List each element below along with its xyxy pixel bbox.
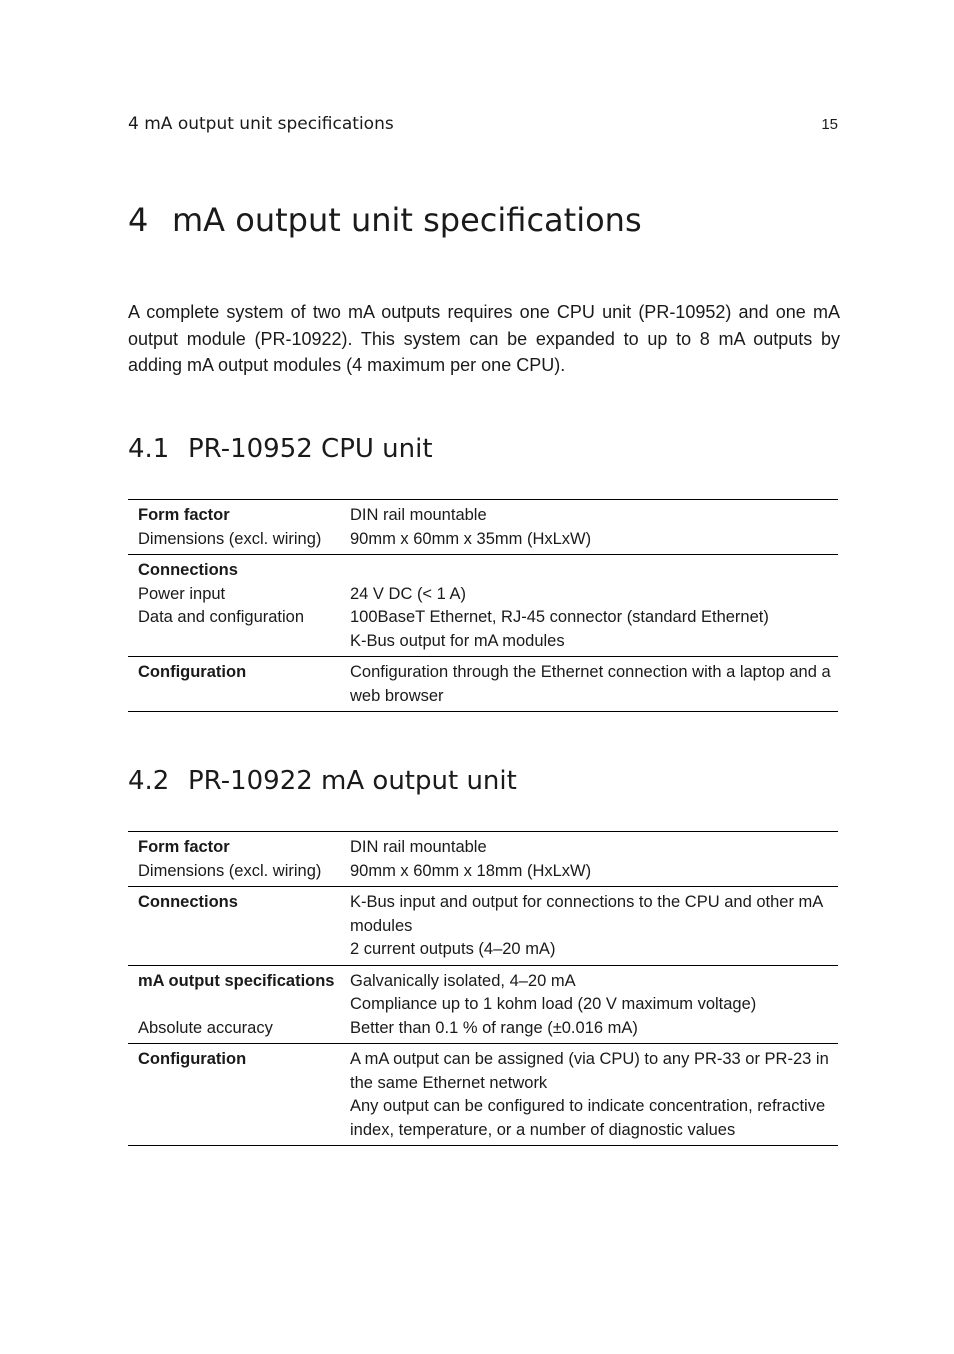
section-title-ma-output-unit [128, 766, 517, 796]
spec-key-cell [128, 500, 350, 555]
spec-key: Dimensions (excl. wiring) [138, 529, 322, 548]
spec-value-cell [350, 832, 838, 887]
spec-key: Configuration [138, 1050, 247, 1068]
section-title-cpu-unit [128, 434, 433, 464]
spec-table-cpu-unit [128, 499, 838, 712]
running-header [128, 114, 838, 134]
intro-paragraph: A complete system of two mA outputs requires one CPU unit (PR-10952) and one mA output module (PR-10922). This system can be expanded to up to 8 mA outputs by adding mA output modules (4 maximum per one CPU). [128, 302, 840, 375]
spec-key: Connections [138, 561, 238, 579]
spec-value: Galvanically isolated, 4–20 mA [350, 971, 576, 990]
chapter-title [128, 201, 642, 239]
spec-value: 90mm x 60mm x 18mm (HxLxW) [350, 861, 592, 880]
spec-key: Form factor [138, 838, 230, 856]
spec-table-ma-output-unit [128, 831, 838, 1146]
spec-value [350, 559, 838, 583]
chapter-title-text: mA output unit specifications [172, 201, 642, 239]
section-title-text: PR-10922 mA output unit [188, 766, 517, 796]
spec-row [128, 965, 838, 1044]
spec-key-cell [128, 1044, 350, 1146]
spec-key: Form factor [138, 506, 230, 524]
chapter-number: 4 [128, 201, 149, 239]
running-title: 4 mA output unit specifications [128, 114, 394, 134]
section-number: 4.1 [128, 434, 170, 464]
spec-key: Power input [138, 584, 226, 603]
spec-key: Configuration [138, 663, 247, 681]
section-number: 4.2 [128, 766, 170, 796]
spec-row [128, 555, 838, 657]
spec-value: Any output can be configured to indicate concentration, refractive index, temperature, or a number of diagnostic values [350, 1097, 826, 1139]
spec-row [128, 500, 838, 555]
spec-value: 90mm x 60mm x 35mm (HxLxW) [350, 529, 592, 548]
spec-key-cell [128, 555, 350, 657]
spec-value-cell [350, 1044, 838, 1146]
spec-key: mA output specifications [138, 971, 335, 990]
spec-value-cell [350, 500, 838, 555]
spec-value: DIN rail mountable [350, 838, 487, 856]
spec-value: K-Bus input and output for connections to the CPU and other mA modules [350, 893, 823, 935]
spec-row [128, 887, 838, 966]
spec-value: Compliance up to 1 kohm load (20 V maximum voltage) [350, 995, 757, 1013]
spec-key-cell [128, 965, 350, 1044]
spec-value: 2 current outputs (4–20 mA) [350, 940, 556, 958]
spec-key [138, 993, 350, 1017]
spec-row [128, 1044, 838, 1146]
spec-value: Better than 0.1 % of range (±0.016 mA) [350, 1018, 638, 1037]
spec-row [128, 832, 838, 887]
spec-value-cell [350, 965, 838, 1044]
spec-value: 100BaseT Ethernet, RJ-45 connector (standard Ethernet) [350, 608, 769, 626]
page-number: 15 [821, 116, 838, 133]
spec-value: DIN rail mountable [350, 506, 487, 524]
spec-value-cell [350, 887, 838, 966]
spec-key-cell [128, 657, 350, 712]
spec-row [128, 657, 838, 712]
spec-value: A mA output can be assigned (via CPU) to any PR-33 or PR-23 in the same Ethernet network [350, 1050, 829, 1092]
spec-value: 24 V DC (< 1 A) [350, 584, 467, 603]
spec-value: Configuration through the Ethernet connection with a laptop and a web browser [350, 663, 831, 705]
spec-value-cell [350, 555, 838, 657]
spec-key-cell [128, 887, 350, 966]
spec-key-cell [128, 832, 350, 887]
spec-value-cell [350, 657, 838, 712]
spec-value: K-Bus output for mA modules [350, 631, 565, 650]
section-title-text: PR-10952 CPU unit [188, 434, 433, 464]
spec-key: Absolute accuracy [138, 1018, 273, 1037]
spec-key: Data and configuration [138, 608, 305, 626]
spec-key: Connections [138, 893, 238, 911]
spec-key: Dimensions (excl. wiring) [138, 861, 322, 880]
